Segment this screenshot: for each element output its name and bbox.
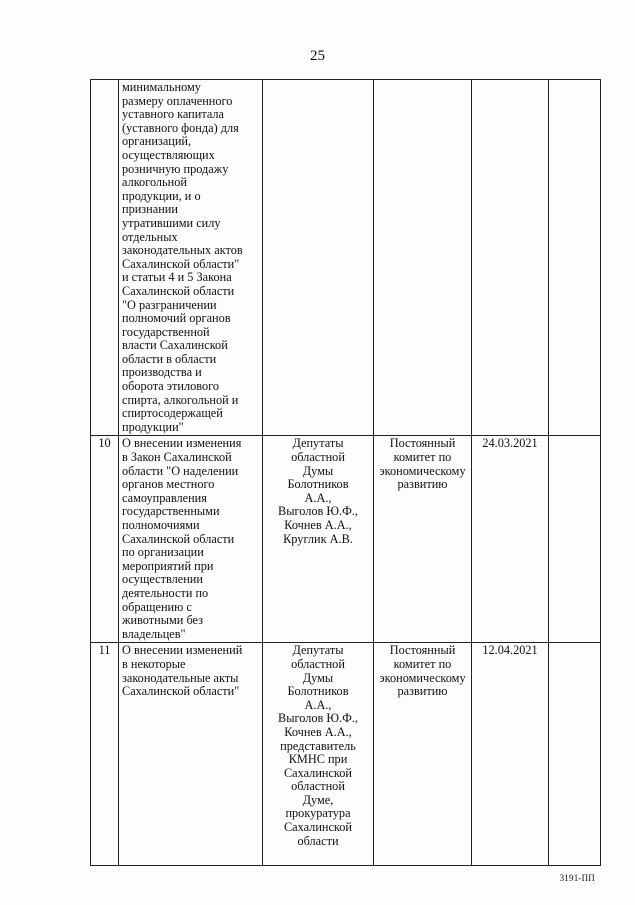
initiator: Депутаты областной Думы Болотников А.А., Выголов Ю.Ф., Кочнев А.А., Круглик А.В.: [278, 436, 358, 546]
bill-title: минимальному размеру оплаченного уставного капитала (уставного фонда) для организаций, осуществляющих розничную продажу алкогольной продукции, и о признании утратившими силу отдельных законодательных актов Сахалинской области" и статьи 4 и 5 Закона Сахалинской области "О разграничении полномочий органов государственной власти Сахалинской области в области производства и оборота этилового спирта, алкогольной и спиртосодержащей продукции": [122, 80, 243, 434]
row-number: 11: [91, 643, 119, 866]
committee-cell: [374, 643, 472, 866]
bill-title-cell: [119, 643, 263, 866]
extra-cell: [549, 643, 601, 866]
date-cell: 24.03.2021: [472, 436, 549, 643]
table-row: [91, 80, 601, 436]
committee-cell: [374, 436, 472, 643]
document-code: 3191-ПП: [559, 873, 595, 883]
committee: Постоянный комитет по экономическому развитию: [379, 643, 466, 699]
date-cell: 12.04.2021: [472, 643, 549, 866]
extra-cell: [549, 436, 601, 643]
extra-cell: [549, 80, 601, 436]
table-row: [91, 436, 601, 643]
bill-title-cell: [119, 80, 263, 436]
bills-table: [90, 79, 601, 866]
row-number: 10: [91, 436, 119, 643]
committee: Постоянный комитет по экономическому развитию: [379, 436, 466, 492]
page-number: 25: [310, 48, 325, 64]
initiator: Депутаты областной Думы Болотников А.А., Выголов Ю.Ф., Кочнев А.А., представитель КМНС при Сахалинской областной Думе, прокуратура Сахалинской области: [278, 643, 358, 848]
table-row: [91, 643, 601, 866]
initiator-cell: [263, 80, 374, 436]
date-cell: [472, 80, 549, 436]
initiator-cell: [263, 643, 374, 866]
bill-title: О внесении изменений в некоторые законодательные акты Сахалинской области": [122, 643, 243, 699]
row-number: [91, 80, 119, 436]
bill-title: О внесении изменения в Закон Сахалинской области "О наделении органов местного самоуправления государственными полномочиями Сахалинской области по организации мероприятий при осуществлении деятельности по обращению с животными без владельцев": [122, 436, 242, 641]
bill-title-cell: [119, 436, 263, 643]
committee-cell: [374, 80, 472, 436]
initiator-cell: [263, 436, 374, 643]
